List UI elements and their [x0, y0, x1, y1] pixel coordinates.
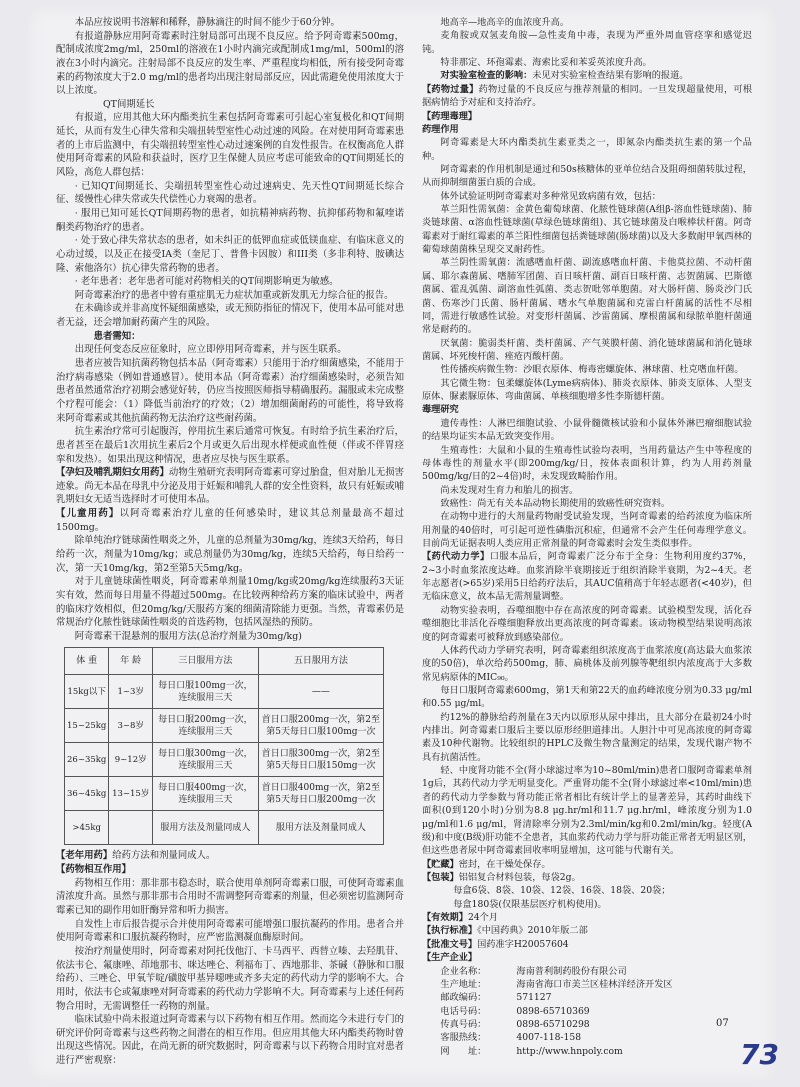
- section-title: 【执行标准】: [422, 925, 478, 937]
- info-key: 生产地址：: [440, 978, 487, 990]
- table-cell: 每日口服400mg一次，连续服用三天: [153, 777, 259, 811]
- section-title: 【孕妇及哺乳期妇女用药】: [56, 467, 169, 479]
- paragraph: 药物相互作用：那非那韦稳态时，联合使用单剂阿奇霉素口服，可使阿奇霉素血清浓度升高。虽然与那非那韦合用时不需调整阿奇霉素的剂量，但必须密切监测阿奇霉素已知的副作用如肝酶异常和听力损害。: [56, 877, 404, 917]
- website-link[interactable]: http://www.hnpoly.com: [516, 1045, 623, 1057]
- paragraph: 性传播疾病微生物：沙眼衣原体、梅毒密螺旋体、淋球菌、杜克嗜血杆菌。: [440, 364, 744, 376]
- table-cell: 36~45kg: [65, 777, 109, 811]
- table-cell: 9~12岁: [109, 743, 153, 777]
- table-row: [65, 675, 384, 709]
- paragraph: 每盒180袋(仅限基层医疗机构使用)。: [453, 898, 607, 910]
- manufacturer-info: [422, 965, 752, 1059]
- section-title: 【药理毒理】: [422, 110, 478, 122]
- table-cell: 15~25kg: [65, 709, 109, 743]
- paragraph: 阿奇霉素是大环内酯类抗生素亚类之一，即氮杂内酯类抗生素的第一个品种。: [422, 137, 752, 162]
- info-row: [440, 1031, 752, 1044]
- table-cell: 首日口服400mg一次，第2至第5天每日口服200mg一次: [258, 777, 383, 811]
- table-row: [65, 743, 384, 777]
- table-cell: [109, 811, 153, 845]
- paragraph: 约12%的静脉给药剂量在3天内以原形从尿中排出，且大部分在最初24小时内排出。阿奇霉素口服后主要以原形经胆道排出。人胆汁中可见高浓度的阿奇霉素及10种代谢物。比较组织的HPLC及微生物含量测定的结果，发现代谢产物不具有抗菌活性。: [422, 711, 752, 763]
- paragraph: 出现任何变态反应征象时，应立即停用阿奇霉素，并与医生联系。: [74, 344, 347, 356]
- section-text: 国药准字H20057604: [477, 938, 569, 950]
- table-row: [65, 709, 384, 743]
- section-title: 【药代动力学】: [422, 551, 490, 563]
- subsection-title: 对实验室检查的影响：: [440, 70, 533, 82]
- paragraph: 轻、中度肾功能不全(肾小球滤过率为10~80ml/min)患者口服阿奇霉素单剂1g后，其药代动力学无明显变化。严重肾功能不全(肾小球滤过率<10ml/min)患者的药代动力学参数与肾功能正常者相比有统计学上的显著差异，其药时曲线下面积(0到120小时)分别为8.8 μg.hr/ml和11.7 μg.hr/ml，峰浓度分别为1.0 μg/ml和1.6 μg/ml，肾清除率分别为2.3ml/min/kg和0.2ml/min/kg。轻度(A级)和中度(B级)肝功能不全患者，其血浆药代动力学与肝功能正常者无明显区别，但这些患者尿中阿奇霉素回收率明显增加，这可能与代谢有关。: [422, 765, 752, 857]
- info-row: [440, 1045, 752, 1058]
- table-header: 五日服用方法: [258, 648, 383, 675]
- section-title: 【有效期】: [422, 912, 468, 924]
- paragraph: 厌氧菌：脆弱类杆菌、类杆菌属、产气荚膜杆菌、消化链球菌属和消化链球菌属、坏死梭杆菌、痤疮丙酸杆菌。: [422, 337, 752, 362]
- info-row: [440, 978, 752, 991]
- paragraph: 地高辛—地高辛的血浓度升高。: [440, 17, 570, 28]
- subsection-title: QT间期延长: [103, 98, 155, 110]
- table-cell: 1~3岁: [109, 675, 153, 709]
- paragraph: 体外试验证明阿奇霉素对多种常见致病菌有效，包括：: [440, 190, 661, 202]
- info-value: 4007-118-158: [516, 1032, 582, 1044]
- section-text: 未见对实验室检查结果有影响的报道。: [532, 70, 689, 82]
- table-header: 体 重: [65, 648, 109, 675]
- info-value: 571127: [516, 992, 552, 1004]
- table-cell: >45kg: [65, 811, 109, 845]
- paragraph: 革兰阴性需氧菌：流感嗜血杆菌、副流感嗜血杆菌、卡他莫拉菌、不动杆菌属、耶尔森菌属、嗜肺军团菌、百日咳杆菌、副百日咳杆菌、志贺菌属、巴斯德菌属、霍乱弧菌、副溶血性弧菌、类志贺吡邻单胞菌。对大肠杆菌、肠炎沙门氏菌、伤寒沙门氏菌、肠杆菌属、嗜水气单胞菌属和克雷白杆菌属的活性不尽相同，需进行敏感性试验。对变形杆菌属、沙雷菌属、摩根菌属和绿脓单胞杆菌通常是耐药的。: [422, 257, 752, 336]
- section-title: 【批准文号】: [422, 938, 478, 950]
- paragraph: 阿奇霉素的作用机制是通过和50s核糖体的亚单位结合及阻碍细菌转肽过程，从而抑制细菌蛋白质的合成。: [422, 163, 752, 189]
- footer-code: 07: [716, 1018, 729, 1029]
- page-number: 73: [740, 1038, 779, 1071]
- dosage-table: [64, 647, 384, 845]
- table-cell: 服用方法及剂量同成人: [258, 811, 383, 845]
- section-text: 《中国药典》2010年版二部: [477, 925, 588, 937]
- paragraph: 尚未发现对生育力和胎儿的损害。: [440, 484, 579, 496]
- paragraph: 生殖毒性：大鼠和小鼠的生殖毒性试验均表明，当用药量达产生中等程度的母体毒性的剂量水平(即200mg/kg/日，按体表面积计算，约为人用药剂量500mg/kg/日的2~4倍)时，未发现致畸胎作用。: [422, 444, 752, 483]
- table-header: 年 龄: [109, 648, 153, 675]
- table-cell: 每日口服200mg一次，连续服用三天: [153, 709, 259, 743]
- info-key: 网 址：: [440, 1045, 487, 1057]
- paragraph: 对于儿童链球菌性咽炎，阿奇霉素单剂量10mg/kg或20mg/kg连续服药3天证实有效，然而每日用量不得超过500mg。在比较两种给药方案的临床试验中，两者的临床疗效相似，但20mg/kg/天服药方案的细菌清除能力更强。当然，青霉素仍是常规治疗化脓性链球菌性咽炎的首选药物，包括风湿热的预防。: [56, 576, 404, 629]
- table-header-row: [65, 648, 384, 675]
- bullet-item: · 服用已知可延长QT间期药物的患者，如抗精神病药物、抗抑郁药物和氟喹诺酮类药物治疗的患者。: [56, 207, 404, 233]
- section-text: 口服本品后，阿奇霉素广泛分布于全身：生物利用度约37%，2~3小时血浆浓度达峰。血浆消除半衰期接近于组织消除半衰期，为2~4天。老年志愿者(>65岁)采用5日给药疗法后，其AUC值稍高于年轻志愿者(<40岁)，但无临床意义，故本品无需剂量调整。: [422, 551, 753, 603]
- paragraph: 患者应被告知抗菌药物包括本品（阿奇霉素）只能用于治疗细菌感染，不能用于治疗病毒感染（例如普通感冒）。使用本品（阿奇霉素）治疗细菌感染时，必须告知患者虽然通常治疗初期会感觉好转，仍应当按照医师指导精确服药。漏服或未完成整个疗程可能会：（1）降低当前治疗的疗效；（2）增加细菌耐药的可能性，将导致将来阿奇霉素或其他抗菌药物无法治疗这些耐药菌。: [56, 358, 404, 424]
- section-title: 【儿童用药】: [56, 508, 120, 520]
- section-title: 【药物相互作用】: [56, 864, 132, 876]
- paragraph: 按治疗剂量使用时，阿奇霉素对阿托伐他汀、卡马西平、西替立嗪、去羟肌苷、依法韦仑、氟康唑、茚地那韦、咪达唑仑、利福布丁、西地那非、茶碱（静脉和口服给药）、三唑仑、甲氧苄啶/磺胺甲基异噁唑或齐多夫定的药代动力学的影响不大。合用时，依法韦仑或氟康唑对阿奇霉素的药代动力学影响不大。阿奇霉素与上述任何药物合用时，无需调整任一药物的剂量。: [56, 945, 404, 1012]
- subsection-title: 药理作用: [422, 123, 459, 135]
- section-text: 铝铝复合材料包装，每袋2g。: [458, 872, 581, 883]
- info-key: 邮政编码：: [440, 992, 487, 1004]
- section-title: 【老年用药】: [56, 850, 113, 862]
- section-title: 【贮藏】: [422, 858, 459, 870]
- table-cell: 首日口服200mg一次，第2至第5天每日口服100mg一次: [258, 709, 383, 743]
- section-text: 密封，在干燥处保存。: [458, 858, 551, 870]
- paragraph: 抗生素治疗常可引起腹泻，停用抗生素后通常可恢复。有时给予抗生素治疗后，患者甚至在最后1次用抗生素后2个月或更久后出现水样便或血性便（伴或不伴胃痉挛和发热）。如果出现这种情况，患者应尽快与医生联系。: [56, 426, 404, 465]
- left-column: [56, 16, 404, 1068]
- info-value: 0898-65710369: [516, 1005, 590, 1017]
- table-cell: 每日口服300mg一次，连续服用三天: [153, 743, 259, 777]
- info-key: 企业名称：: [440, 965, 487, 977]
- table-row: [65, 811, 384, 845]
- section-title: 【药物过量】: [422, 83, 479, 95]
- paragraph: 阿奇霉素治疗的患者中曾有重症肌无力症状加重或新发肌无力综合征的报告。: [74, 289, 394, 301]
- table-cell: ——: [258, 675, 383, 709]
- bullet-item: · 已知QT间期延长、尖端扭转型室性心动过速病史、先天性QT间期延长综合征、缓慢性心律失常或失代偿性心力衰竭的患者。: [56, 180, 404, 206]
- paragraph: 自发性上市后报告提示合并使用阿奇霉素可能增强口服抗凝药的作用。患者合并使用阿奇霉素和口服抗凝药物时，应严密监测凝血酶原时间。: [56, 918, 404, 944]
- paragraph: 遗传毒性：人淋巴细胞试验、小鼠骨髓微核试验和小鼠体外淋巴瘤细胞试验的结果均证实本品无致突变作用。: [422, 417, 752, 443]
- section-title: 【包装】: [422, 872, 459, 883]
- paragraph: 在未确诊或并非高度怀疑细菌感染，或无预防指征的情况下，使用本品可能对患者无益，还会增加耐药菌产生的风险。: [56, 303, 404, 329]
- table-cell: 26~35kg: [65, 743, 109, 777]
- section-text: 药物过量的不良反应与推荐剂量的相同。一旦发现超量使用，可根据病情给予对症和支持治疗。: [422, 83, 753, 109]
- paragraph: 人体药代动力学研究表明，阿奇霉素组织浓度高于血浆浓度(高达最大血浆浓度的50倍)，单次给药500mg，肺、扁桃体及前列腺等靶组织内浓度高于大多数常见病原体的MIC₉₀。: [422, 644, 752, 683]
- paragraph: 每盒6袋、8袋、10袋、12袋、16袋、18袋、20袋；: [453, 885, 671, 897]
- info-row: [440, 991, 752, 1004]
- info-value: 0898-65710298: [516, 1018, 590, 1030]
- table-cell: 13~15岁: [109, 777, 153, 811]
- paragraph: 致癌性：尚无有关本品动物长期使用的致癌性研究资料。: [440, 497, 671, 509]
- bullet-item: · 处于致心律失常状态的患者，如未纠正的低钾血症或低镁血症、有临床意义的心动过缓，以及正在接受IA类（奎尼丁、普鲁卡因胺）和III类（多非利特、胺碘达隆、索他洛尔）抗心律失常药物的患者。: [56, 235, 404, 274]
- section-text: 动物生殖研究表明阿奇霉素可穿过胎盘，但对胎儿无损害迹象。尚无本品在母乳中分泌及用于妊娠和哺乳人群的安全性资料，故只有妊娠或哺乳期妇女无适当选择时才可使用本品。: [56, 467, 404, 506]
- info-row: [440, 1018, 752, 1031]
- paragraph: 有报道静脉应用阿奇霉素时注射局部可出现不良反应。给予阿奇霉素500mg，配制成浓度2mg/ml，250ml的溶液在1小时内滴完或配制成1mg/ml，500ml的溶液在3小时内滴完。注射局部不良反应的发生率、严重程度均相低，所有接受阿奇霉素的药物浓度大于2.0 mg/ml的患者均出现注射局部反应，因此需避免使用浓度大于以上浓度。: [56, 30, 404, 97]
- paragraph: 有报道，应用其他大环内酯类抗生素包括阿奇霉素可引起心室复极化和QT间期延长，从而有发生心律失常和尖端扭转型室性心动过速的风险。在对使用阿奇霉素患者的上市后监测中，有尖端扭转型室性心动过速案例的自发性报告。在权衡高危人群使用阿奇霉素的风险和获益时，医疗卫生保健人员应考虑可能致命的QT间期延长的风险，高危人群包括：: [56, 112, 404, 179]
- paragraph: 本品应按说明书溶解和稀释，静脉滴注的时间不能少于60分钟。: [74, 17, 340, 28]
- info-row: [440, 965, 752, 978]
- info-value: 海南普利制药股份有限公司: [516, 965, 627, 977]
- info-key: 传真号码：: [440, 1018, 487, 1030]
- table-caption: 阿奇霉素干混悬剂的服用方法(总治疗剂量为30mg/kg): [74, 630, 302, 642]
- table-cell: 15kg以下: [65, 675, 109, 709]
- bullet-item: · 老年患者：老年患者可能对药物相关的QT间期影响更为敏感。: [74, 276, 339, 288]
- paragraph: 在动物中进行的大剂量药物耐受试验发现，当阿奇霉素的给药浓度为临床所用剂量的40倍时，可引起可逆性磷脂沉积症，但通常不会产生任何毒理学意义。目前尚无证据表明人类应用正常剂量的阿奇霉素时会发生类似事件。: [422, 511, 752, 550]
- paragraph: 除单纯治疗链球菌性咽炎之外，儿童的总剂量为30mg/kg，连续3天给药，每日给药一次，剂量为10mg/kg；或总剂量仍为30mg/kg，连续5天给药，每日给药一次，第一天10mg/kg，第2至第5天5mg/kg。: [56, 535, 404, 574]
- info-key: 客服热线：: [440, 1032, 487, 1044]
- table-cell: 服用方法及剂量同成人: [153, 811, 259, 845]
- table-row: [65, 777, 384, 811]
- paragraph: 临床试验中尚未报道过阿奇霉素与以下药物有相互作用。然而迄今未进行专门的研究评价阿奇霉素与这些药物之间潜在的相互作用。但应用其他大环内酯类药物时曾出现这些情况。因此，在尚无新的研究数据时，阿奇霉素与以下药物合用时宜对患者进行严密观察：: [56, 1014, 404, 1067]
- paragraph: 革兰阳性需氧菌：金黄色葡萄球菌、化脓性链球菌(A组β-溶血性链球菌)、肺炎链球菌、α溶血性链球菌(草绿色链球菌组)、其它链球菌及白喉棒状杆菌。阿奇霉素对于耐红霉素的革兰阳性细菌包括粪链球菌(肠球菌)以及大多数耐甲氧西林的葡萄球菌菌株呈现交叉耐药性。: [422, 204, 752, 256]
- info-key: 电话号码：: [440, 1005, 487, 1017]
- section-text: 给药方法和剂量同成人。: [112, 850, 216, 862]
- subsection-title: 患者需知：: [93, 330, 141, 342]
- table-header: 三日服用方法: [153, 648, 259, 675]
- section-text: 24个月: [467, 912, 499, 924]
- subsection-title: 毒理研究: [422, 404, 459, 416]
- section-title: 【生产企业】: [422, 952, 478, 964]
- paragraph: 动物实验表明，吞噬细胞中存在高浓度的阿奇霉素。试验模型发现，活化吞噬细胞比非活化吞噬细胞释放出更高浓度的阿奇霉素。该动物模型结果说明高浓度的阿奇霉素可被释放到感染部位。: [422, 604, 752, 643]
- paragraph: 每日口服阿奇霉素600mg，第1天和第22天的血药峰浓度分别为0.33 μg/ml和0.55 μg/ml。: [422, 684, 752, 710]
- leaflet-page: [28, 6, 779, 1081]
- table-cell: 每日口服100mg一次，连续服用三天: [153, 675, 259, 709]
- right-column: [422, 16, 752, 1058]
- section-text: 以阿奇霉素治疗儿童的任何感染时，建议其总剂量最高不超过1500mg。: [56, 508, 404, 533]
- table-cell: 3~8岁: [109, 709, 153, 743]
- info-row: [440, 1005, 752, 1018]
- info-value: 海南省海口市美兰区桂林洋经济开发区: [516, 978, 673, 990]
- paragraph: 麦角胺或双氢麦角胺—急性麦角中毒，表现为严重外周血管痉挛和感觉迟钝。: [422, 30, 752, 55]
- paragraph: 特非那定、环孢霉素、海索比妥和苯妥英浓度升高。: [440, 57, 652, 69]
- paragraph: 其它微生物：包柔螺旋体(Lyme病病体)、肺炎衣原体、肺炎支原体、人型支原体、脲素脲原体、弯曲菌属、单核细胞增多性李斯德杆菌。: [422, 377, 752, 403]
- table-cell: 首日口服300mg一次，第2至第5天每日口服150mg一次: [258, 743, 383, 777]
